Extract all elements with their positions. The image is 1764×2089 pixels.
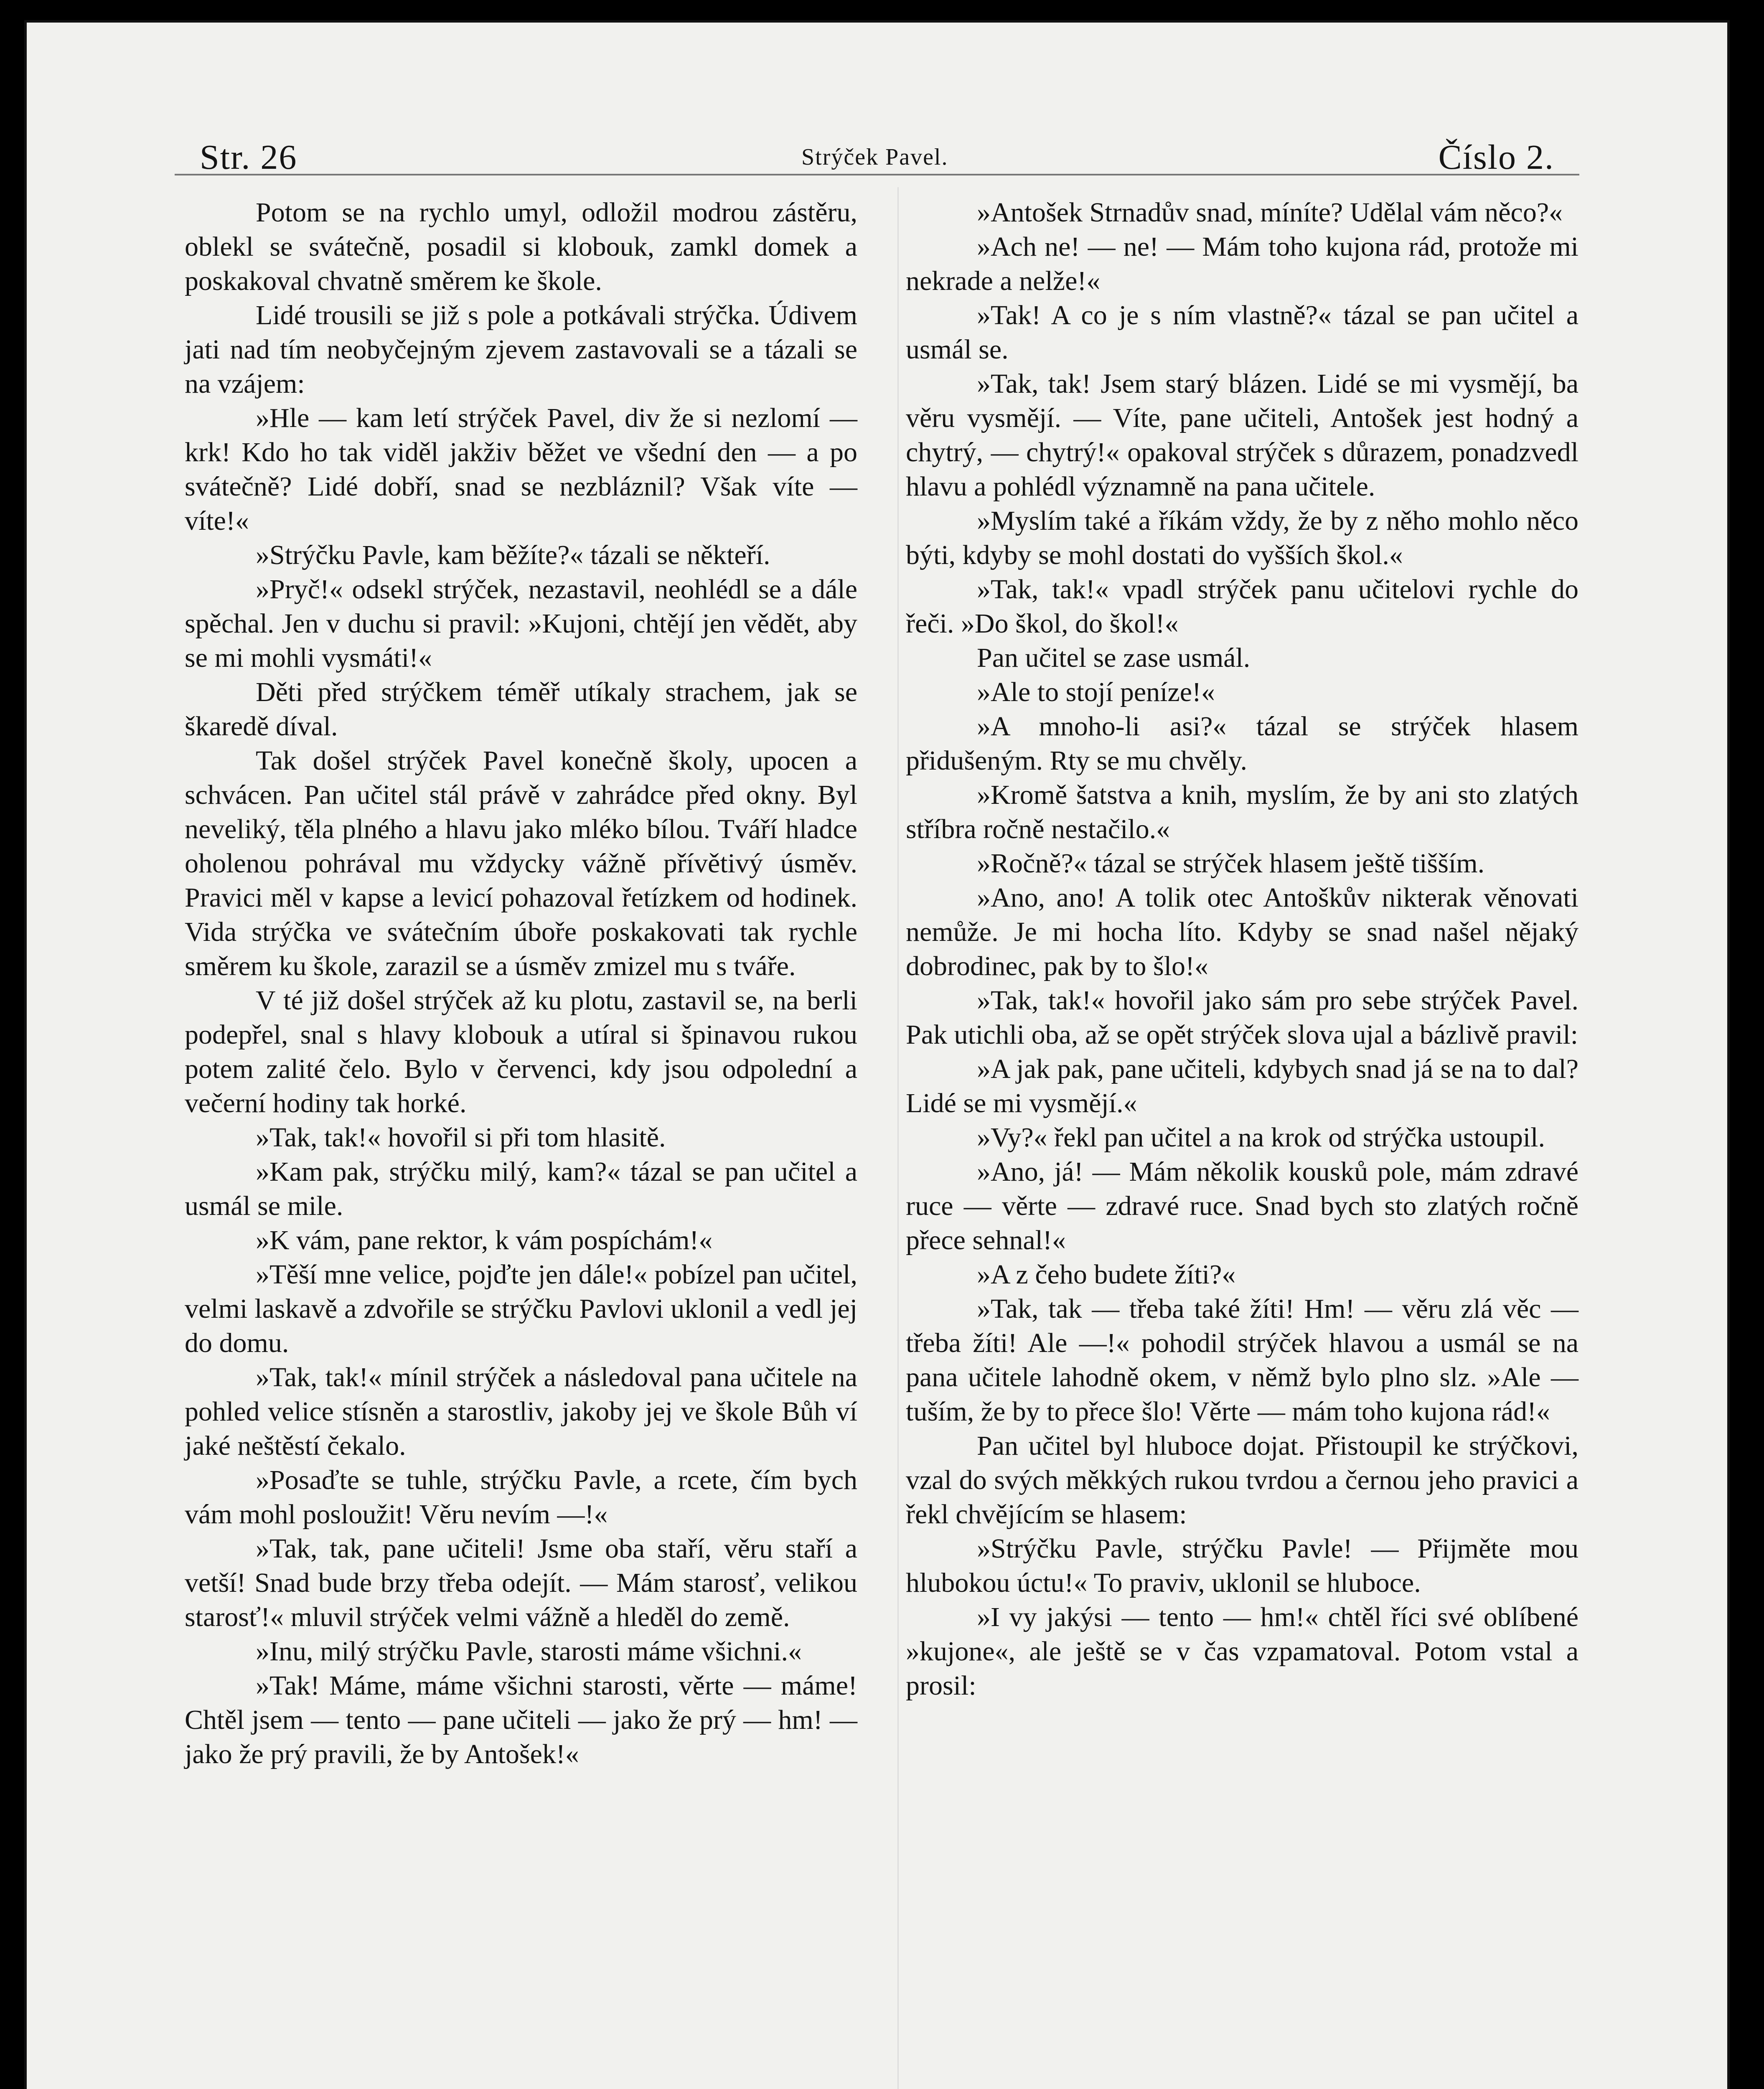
- paragraph: Lidé trousili se již s pole a potkávali strýčka. Údivem jati nad tím neobyčejným zjevem zastavovali se a tázali se na vzájem:: [185, 300, 857, 399]
- paragraph: »Tak, tak, pane učiteli! Jsme oba staří, věru staří a vetší! Snad bude brzy třeba odejít. — Mám starosť, velikou starosť!« mluvil strýček velmi vážně a hleděl do země.: [185, 1533, 857, 1632]
- paragraph: »Hle — kam letí strýček Pavel, div že si nezlomí — krk! Kdo ho tak viděl jakživ běžet ve všední den — a po svátečně? Lidé dobří, snad se nezbláznil? Však víte — víte!«: [185, 403, 857, 536]
- paragraph: »Tak! Máme, máme všichni starosti, věrte — máme! Chtěl jsem — tento — pane učiteli — jako že prý — hm! — jako že prý pravili, že by Antošek!«: [185, 1670, 857, 1769]
- paragraph: Pan učitel se zase usmál.: [977, 643, 1251, 673]
- paragraph: »Ano, ano! A tolik otec Antoškův nikterak věnovati nemůže. Je mi hocha líto. Kdyby se snad našel nějaký dobrodinec, pak by to šlo!«: [906, 882, 1578, 981]
- paragraph: Děti před strýčkem téměř utíkaly strachem, jak se škaredě díval.: [185, 677, 857, 742]
- paragraph: »Kam pak, strýčku milý, kam?« tázal se pan učitel a usmál se mile.: [185, 1156, 857, 1221]
- paragraph: »K vám, pane rektor, k vám pospíchám!«: [256, 1225, 713, 1255]
- newspaper-page: [24, 20, 1730, 2089]
- header-rule: [175, 174, 1579, 175]
- paragraph: »Strýčku Pavle, strýčku Pavle! — Přijměte mou hlubokou úctu!« To praviv, uklonil se hluboce.: [906, 1533, 1578, 1598]
- paragraph: »Tak, tak!« mínil strýček a následoval pana učitele na pohled velice stísněn a starostliv, jakoby jej ve škole Bůh ví jaké neštěstí čekalo.: [185, 1362, 857, 1461]
- paragraph: »I vy jakýsi — tento — hm!« chtěl říci své oblíbené »kujone«, ale ještě se v čas vzpamatoval. Potom vstal a prosil:: [906, 1602, 1578, 1701]
- paragraph: »Vy?« řekl pan učitel a na krok od strýčka ustoupil.: [977, 1122, 1545, 1153]
- paragraph: »Antošek Strnadův snad, míníte? Udělal vám něco?«: [977, 197, 1563, 228]
- paragraph: »Tak, tak!« hovořil jako sám pro sebe strýček Pavel. Pak utichli oba, až se opět strýček slova ujal a bázlivě pravil:: [906, 985, 1578, 1050]
- paragraph: »Tak, tak — třeba také žíti! Hm! — věru zlá věc — třeba žíti! Ale —!« pohodil strýček hlavou a usmál se na pana učitele lahodně okem, v němž bylo plno slz. »Ale — tuším, že by to přece šlo! Věrte — mám toho kujona rád!«: [906, 1294, 1578, 1427]
- paragraph: »Tak, tak!« vpadl strýček panu učitelovi rychle do řeči. »Do škol, do škol!«: [906, 574, 1578, 639]
- page-header: [24, 120, 1730, 187]
- paragraph: »A z čeho budete žíti?«: [977, 1259, 1236, 1290]
- page-number: Str. 26: [200, 138, 297, 177]
- paragraph: V té již došel strýček až ku plotu, zastavil se, na berli podepřel, snal s hlavy klobouk a utíral si špinavou rukou potem zalité čelo. Bylo v červenci, kdy jsou odpolední a večerní hodiny tak horké.: [185, 985, 857, 1118]
- paragraph: »A jak pak, pane učiteli, kdybych snad já se na to dal? Lidé se mi vysmějí.«: [906, 1054, 1578, 1118]
- paragraph: Pan učitel byl hluboce dojat. Přistoupil ke strýčkovi, vzal do svých měkkých rukou tvrdou a černou jeho pravici a řekl chvějícím se hlasem:: [906, 1431, 1578, 1530]
- paragraph: Potom se na rychlo umyl, odložil modrou zástěru, oblekl se svátečně, posadil si klobouk, zamkl domek a poskakoval chvatně směrem ke škole.: [185, 197, 857, 296]
- paragraph: »Kromě šatstva a knih, myslím, že by ani sto zlatých stříbra ročně nestačilo.«: [906, 780, 1578, 844]
- paragraph: »Strýčku Pavle, kam běžíte?« tázali se někteří.: [256, 540, 770, 570]
- paragraph: Tak došel strýček Pavel konečně školy, upocen a schvácen. Pan učitel stál právě v zahrádce před okny. Byl neveliký, těla plného a hlavu jako mléko bílou. Tváří hladce oholenou pohrával mu vždycky vážně přívětivý úsměv. Pravici měl v kapse a levicí pohazoval řetízkem od hodinek. Vida strýčka ve svátečním úboře poskakovati tak rychle směrem ku škole, zarazil se a úsměv zmizel mu s tváře.: [185, 745, 857, 981]
- paragraph: »Tak, tak!« hovořil si při tom hlasitě.: [256, 1122, 666, 1153]
- paragraph: »Pryč!« odsekl strýček, nezastavil, neohlédl se a dále spěchal. Jen v duchu si pravil: »Kujoni, chtějí jen vědět, aby se mi mohli vysmáti!«: [185, 574, 857, 673]
- paragraph: »Ale to stojí peníze!«: [977, 677, 1215, 707]
- left-column: [185, 196, 857, 1771]
- paragraph: »Tak! A co je s ním vlastně?« tázal se pan učitel a usmál se.: [906, 300, 1578, 365]
- issue-number: Číslo 2.: [1438, 138, 1554, 177]
- paragraph: »Myslím také a říkám vždy, že by z něho mohlo něco býti, kdyby se mohl dostati do vyšších škol.«: [906, 506, 1578, 570]
- paragraph: »A mnoho-li asi?« tázal se strýček hlasem přidušeným. Rty se mu chvěly.: [906, 711, 1578, 776]
- paragraph: »Tak, tak! Jsem starý blázen. Lidé se mi vysmějí, ba věru vysmějí. — Víte, pane učiteli, Antošek jest hodný a chytrý, — chytrý!« opakoval strýček s důrazem, ponadzvedl hlavu a pohlédl významně na pana učitele.: [906, 368, 1578, 502]
- paragraph: »Ročně?« tázal se strýček hlasem ještě tišším.: [977, 848, 1485, 879]
- paragraph: »Ano, já! — Mám několik kousků pole, mám zdravé ruce — věrte — zdravé ruce. Snad bych sto zlatých ročně přece sehnal!«: [906, 1156, 1578, 1255]
- paragraph: »Ach ne! — ne! — Mám toho kujona rád, protože mi nekrade a nelže!«: [906, 231, 1578, 296]
- column-divider: [897, 187, 899, 2089]
- paragraph: »Inu, milý strýčku Pavle, starosti máme všichni.«: [256, 1636, 802, 1667]
- running-title: Strýček Pavel.: [801, 144, 948, 170]
- paragraph: »Těší mne velice, pojďte jen dále!« pobízel pan učitel, velmi laskavě a zdvořile se strýčku Pavlovi uklonil a vedl jej do domu.: [185, 1259, 857, 1358]
- paragraph: »Posaďte se tuhle, strýčku Pavle, a rcete, čím bych vám mohl posloužit! Věru nevím —!«: [185, 1465, 857, 1530]
- right-column: [906, 196, 1578, 1703]
